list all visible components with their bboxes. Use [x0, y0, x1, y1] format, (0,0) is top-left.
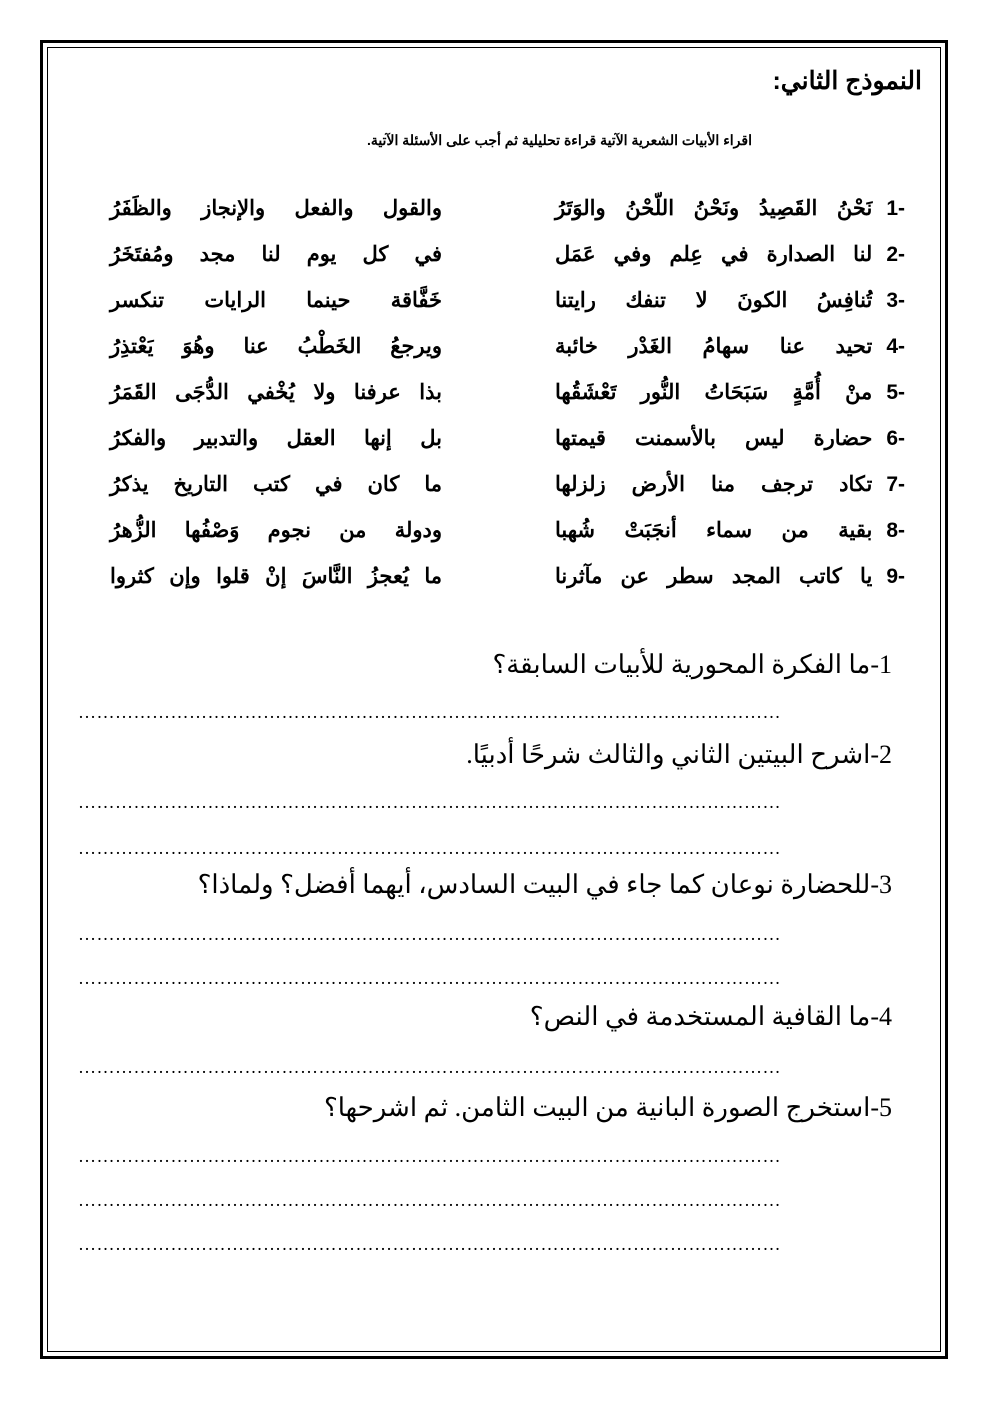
question-4: 4-ما القافية المستخدمة في النص؟: [529, 1002, 892, 1031]
verse-number: -7: [886, 473, 905, 496]
verse-sadr: [555, 288, 905, 313]
verse-sadr-text: منْ أُمَّةٍ سَبَحَاتُ النُّور تَعْشَقُها: [555, 381, 873, 404]
verse-sadr: [555, 564, 905, 589]
answer-line[interactable]: ……………………………………………………………………………………………………: [78, 702, 781, 722]
verse-sadr-text: تُنافِسُ الكونَ لا تنفك رايتنا: [555, 289, 873, 312]
verse-ajz: والقول والفعل والإنجاز والظَفَرُ: [110, 197, 442, 220]
verse-number: -5: [886, 381, 905, 404]
verse-ajz: بذا عرفنا ولا يُخْفي الدُّجَى القَمَرُ: [110, 381, 442, 404]
verse-sadr-text: حضارة ليس بالأسمنت قيمتها: [555, 427, 873, 450]
verse-row: [0, 426, 992, 466]
answer-line[interactable]: ……………………………………………………………………………………………………: [78, 838, 781, 858]
verse-number: -8: [886, 519, 905, 542]
question-1: 1-ما الفكرة المحورية للأبيات السابقة؟: [492, 650, 892, 679]
answer-line[interactable]: ……………………………………………………………………………………………………: [78, 1190, 781, 1210]
page-title: النموذج الثاني:: [772, 67, 922, 95]
verse-number: -3: [886, 289, 905, 312]
verse-ajz: خَفَّاقة حينما الرايات تنكسر: [110, 289, 442, 312]
verse-row: [0, 196, 992, 236]
verse-ajz: ويرجعُ الخَطْبُ عنا وهُوَ يَعْتذِرُ: [110, 335, 442, 358]
answer-line[interactable]: ……………………………………………………………………………………………………: [78, 1057, 781, 1077]
verse-ajz: ما كان في كتب التاريخ يذكرُ: [110, 473, 442, 496]
verse-number: -4: [886, 335, 905, 358]
verse-sadr-text: بقية من سماء أنجَبَتْ شُهبا: [555, 519, 873, 542]
verse-sadr-text: تكاد ترجف منا الأرض زلزلها: [555, 473, 873, 496]
verse-ajz: ودولة من نجوم وَصْفُها الزُّهرُ: [110, 519, 442, 542]
verse-sadr: [555, 518, 905, 543]
verse-sadr: [555, 472, 905, 497]
instruction-text: اقراء الأبيات الشعرية الآتية قراءة تحليلية ثم أجب على الأسئلة الآتية.: [366, 132, 752, 148]
verse-sadr: [555, 426, 905, 451]
question-2: 2-اشرح البيتين الثاني والثالث شرحًا أدبيًا.: [466, 740, 892, 769]
answer-line[interactable]: ……………………………………………………………………………………………………: [78, 1146, 781, 1166]
verse-row: [0, 334, 992, 374]
verse-sadr-text: نَحْنُ القَصِيدُ ونَحْنُ اللّحْنُ والوَتَرُ: [555, 197, 873, 220]
verse-sadr-text: لنا الصدارة في عِلم وفي عَمَل: [555, 243, 873, 266]
verse-sadr: [555, 380, 905, 405]
verse-row: [0, 518, 992, 558]
verse-number: -6: [886, 427, 905, 450]
verse-sadr: [555, 334, 905, 359]
answer-line[interactable]: ……………………………………………………………………………………………………: [78, 968, 781, 988]
question-3: 3-للحضارة نوعان كما جاء في البيت السادس، أيهما أفضل؟ ولماذا؟: [197, 870, 892, 899]
verse-row: [0, 564, 992, 604]
answer-line[interactable]: ……………………………………………………………………………………………………: [78, 792, 781, 812]
verse-row: [0, 380, 992, 420]
verse-number: -9: [886, 565, 905, 588]
verse-ajz: في كل يوم لنا مجد ومُفتَخَرُ: [110, 243, 442, 266]
verse-number: -1: [886, 197, 905, 220]
verse-ajz: بل إنها العقل والتدبير والفكرُ: [110, 427, 442, 450]
verse-sadr: [555, 242, 905, 267]
answer-line[interactable]: ……………………………………………………………………………………………………: [78, 1234, 781, 1254]
verse-sadr-text: تحيد عنا سهامُ الغَدْر خائبة: [555, 335, 873, 358]
answer-line[interactable]: ……………………………………………………………………………………………………: [78, 924, 781, 944]
verse-ajz: ما يُعجزُ النَّاسَ إنْ قلوا وإن كثروا: [110, 565, 442, 588]
verse-number: -2: [886, 243, 905, 266]
verse-row: [0, 472, 992, 512]
verse-sadr-text: يا كاتب المجد سطر عن مآثرنا: [555, 565, 873, 588]
verse-row: [0, 288, 992, 328]
question-5: 5-استخرج الصورة البانية من البيت الثامن. ثم اشرحها؟: [323, 1093, 892, 1122]
verse-sadr: [555, 196, 905, 221]
verse-row: [0, 242, 992, 282]
